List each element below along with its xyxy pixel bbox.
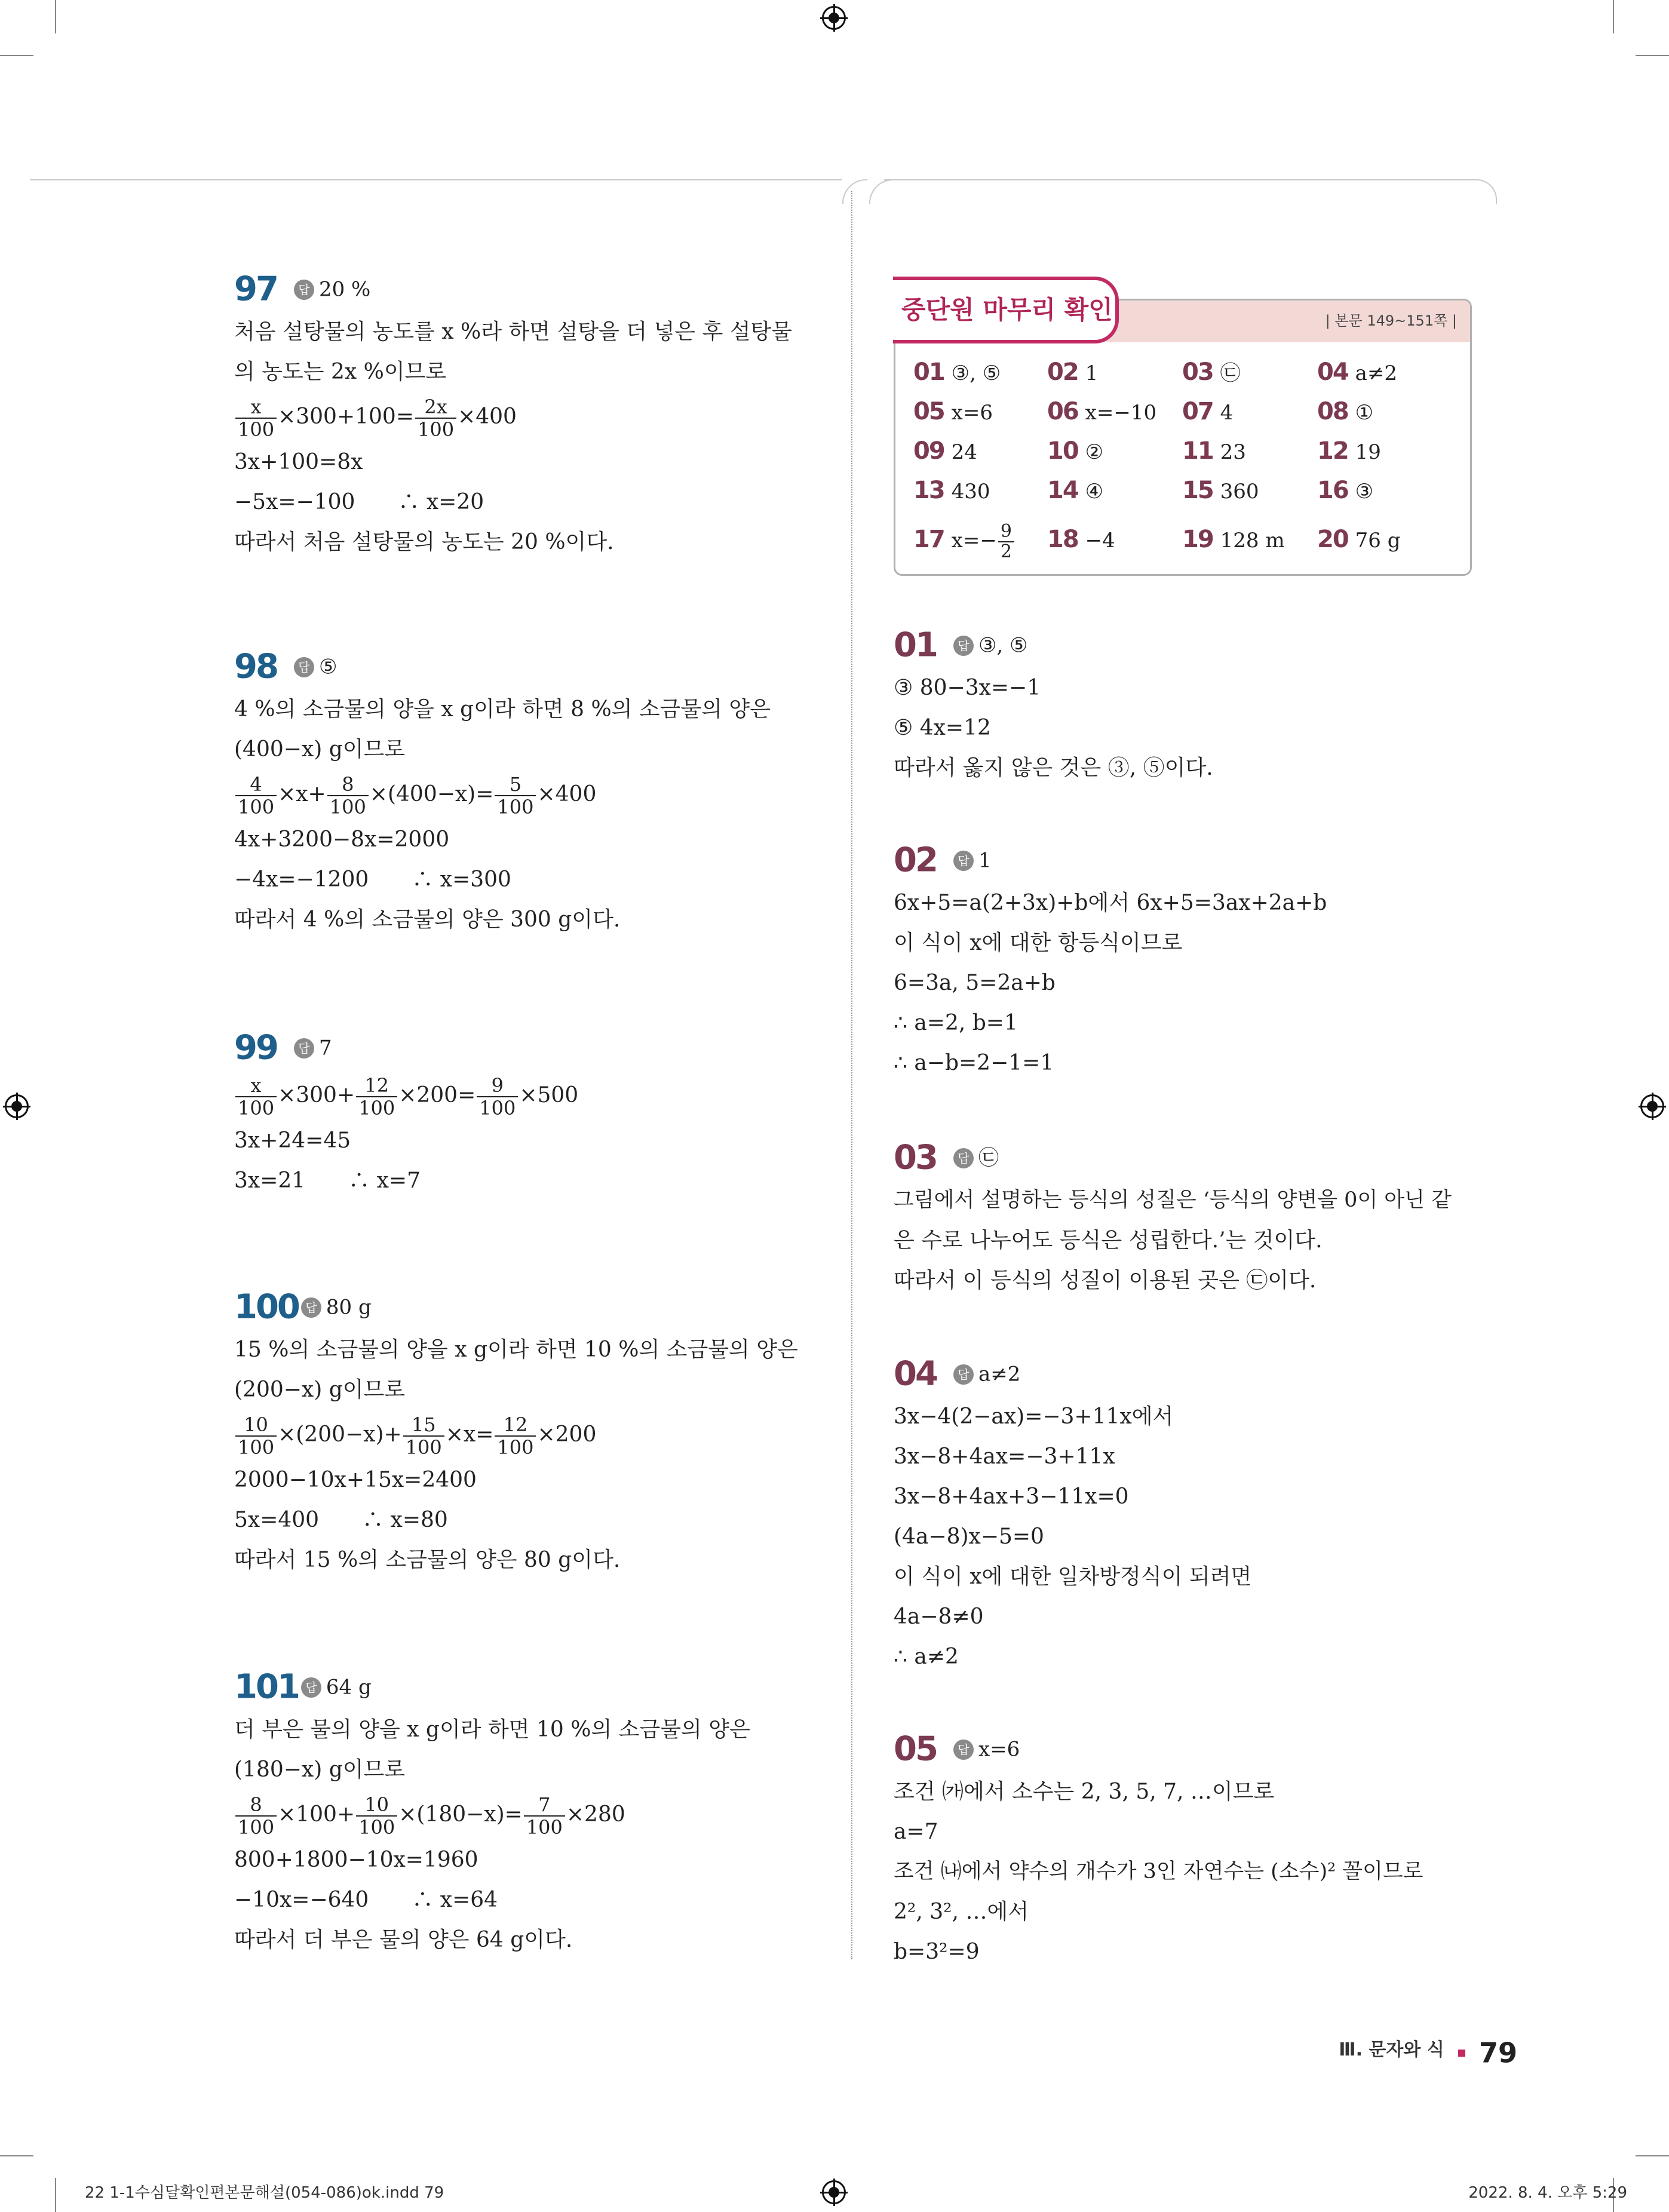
text-line: 800+1800−10x=1960	[234, 1848, 478, 1872]
text-line: 의 농도는 2x %이므로	[234, 360, 447, 384]
answer-grid-value: 23	[1220, 440, 1246, 464]
fraction: $\frac{2x}{100}$	[415, 396, 456, 440]
answer-grid-number: 14	[1047, 477, 1078, 504]
answer-grid-item	[1182, 354, 1241, 391]
fraction: $\frac{8}{100}$	[235, 1794, 277, 1838]
equation: $\frac{x}{100}$ ×300+100= $\frac{2x}{100}$ ×400	[234, 392, 792, 442]
text-line: 따라서 옳지 않은 것은 ③, ⑤이다.	[894, 756, 1213, 780]
text-line: 3x−4(2−ax)=−3+11x에서	[894, 1404, 1174, 1429]
registration-mark-icon	[5, 1094, 29, 1118]
text-line: 3x−8+4ax+3−11x=0	[894, 1484, 1129, 1509]
answer-grid-value: ④	[1085, 480, 1104, 504]
answer-badge-icon: 답	[301, 1297, 321, 1318]
problem-03	[894, 1135, 1452, 1300]
fraction: $\frac{9}{100}$	[477, 1075, 518, 1119]
answer-grid-number: 13	[913, 477, 944, 504]
box-title: 중단원 마무리 확인	[893, 277, 1119, 343]
top-rule-corner	[842, 179, 867, 204]
answer: a≠2	[978, 1362, 1021, 1386]
text-line: (400−x) g이므로	[234, 737, 406, 762]
text-line: 조건 ㈏에서 약수의 개수가 3인 자연수는 (소수)² 꼴이므로	[894, 1860, 1423, 1883]
top-rule	[884, 179, 1475, 180]
equation: $\frac{10}{100}$ ×(200−x)+ $\frac{15}{100}$ ×x= $\frac{12}{100}$ ×200	[234, 1410, 798, 1460]
text-line: (4a−8)x−5=0	[894, 1524, 1044, 1549]
text-line: 3x−8+4ax=−3+11x	[894, 1444, 1115, 1469]
answer-grid-number: 04	[1317, 358, 1348, 386]
answer: 20 %	[318, 277, 371, 302]
answer-grid-value: 76 g	[1355, 529, 1401, 553]
fraction: $\frac{10}{100}$	[356, 1794, 397, 1838]
problem-100	[234, 1284, 798, 1580]
answer-grid-number: 11	[1182, 437, 1213, 465]
crop-mark	[0, 2155, 33, 2156]
answer-grid-item	[1182, 521, 1285, 559]
answer-grid-item	[1317, 394, 1373, 431]
text-line: a=7	[894, 1820, 938, 1844]
answer-grid-item	[1047, 521, 1115, 559]
problem-number: 03	[894, 1138, 937, 1177]
answer-grid-item	[913, 433, 977, 470]
text-line: 더 부은 물의 양을 x g이라 하면 10 %의 소금물의 양은	[234, 1717, 750, 1742]
answer-badge-icon: 답	[953, 851, 974, 871]
fraction: $\frac{x}{100}$	[235, 1075, 277, 1119]
text-line: ∴ a=2, b=1	[894, 1011, 1018, 1035]
fraction: $\frac{x}{100}$	[235, 396, 277, 440]
crop-mark	[55, 0, 56, 33]
text-line: 따라서 처음 설탕물의 농도는 20 %이다.	[234, 530, 614, 554]
crop-mark	[0, 55, 33, 56]
answer: ㉢	[978, 1146, 999, 1170]
problem-98	[234, 644, 771, 940]
problem-number: 05	[894, 1729, 937, 1769]
text-line: 6x+5=a(2+3x)+b에서 6x+5=3ax+2a+b	[894, 891, 1327, 915]
registration-mark-icon	[822, 6, 846, 30]
box-page-reference: | 본문 149~151쪽 |	[1325, 312, 1457, 329]
answer-grid-value: a≠2	[1355, 361, 1398, 385]
problem-01	[894, 622, 1213, 788]
answer-grid-item	[913, 354, 1001, 391]
text-line: 4 %의 소금물의 양을 x g이라 하면 8 %의 소금물의 양은	[234, 697, 771, 722]
text-line: 따라서 15 %의 소금물의 양은 80 g이다.	[234, 1548, 621, 1572]
text-line: ∴ a−b=2−1=1	[894, 1051, 1054, 1075]
answer: 7	[318, 1036, 332, 1060]
answer-grid-number: 05	[913, 398, 944, 425]
answer-grid-number: 07	[1182, 398, 1213, 425]
answer: ③, ⑤	[978, 633, 1028, 658]
answer-grid-item	[1182, 473, 1259, 510]
text-line: 3x+24=45	[234, 1128, 351, 1153]
answer-grid-value: ①	[1355, 401, 1374, 425]
answer-badge-icon: 답	[953, 636, 974, 656]
problem-number: 04	[894, 1354, 937, 1394]
answer-grid-item	[1317, 354, 1397, 391]
answer-grid-value: ㉢	[1220, 361, 1241, 385]
text-line: 이 식이 x에 대한 일차방정식이 되려면	[894, 1564, 1252, 1589]
answer-grid-value: x=−	[951, 529, 997, 553]
equation: $\frac{8}{100}$ ×100+ $\frac{10}{100}$ ×(180−x)= $\frac{7}{100}$ ×280	[234, 1790, 750, 1840]
fraction: $\frac{10}{100}$	[235, 1414, 277, 1458]
text-line: 15 %의 소금물의 양을 x g이라 하면 10 %의 소금물의 양은	[234, 1337, 798, 1362]
text-line: ⑤ 4x=12	[894, 716, 991, 740]
column-divider	[851, 191, 852, 1959]
answer-grid-value: x=6	[951, 401, 993, 425]
answer-summary-box	[894, 295, 1472, 576]
answer-grid-number: 18	[1047, 526, 1078, 553]
answer-grid-value: ②	[1085, 440, 1104, 464]
answer-grid-item	[1317, 521, 1401, 559]
problem-05	[894, 1726, 1423, 1972]
answer-badge-icon: 답	[953, 1739, 974, 1760]
answer-grid-number: 02	[1047, 358, 1078, 386]
problem-02	[894, 837, 1327, 1083]
answer-grid-number: 06	[1047, 398, 1078, 425]
answer-grid-number: 16	[1317, 477, 1348, 504]
answer-grid-item	[1317, 433, 1381, 470]
problem-number: 101	[234, 1667, 299, 1707]
problem-number: 99	[234, 1028, 277, 1067]
answer-grid-value: x=−10	[1085, 401, 1157, 425]
registration-mark-icon	[822, 2180, 846, 2204]
crop-mark	[1636, 2155, 1669, 2156]
text-line: 2000−10x+15x=2400	[234, 1468, 477, 1492]
fraction: $\frac{5}{100}$	[495, 774, 536, 818]
answer: 64 g	[326, 1675, 372, 1699]
answer-grid-value: 24	[951, 440, 977, 464]
problem-number: 02	[894, 840, 937, 880]
answer-grid-value: 128 m	[1220, 529, 1285, 553]
top-rule-corner	[1475, 179, 1497, 204]
answer-badge-icon: 답	[953, 1148, 974, 1168]
text-line: −10x=−640 ∴ x=64	[234, 1888, 498, 1912]
answer-grid-value: ③	[1355, 480, 1374, 504]
answer-badge-icon: 답	[294, 280, 314, 300]
answer: ⑤	[318, 655, 338, 679]
problem-number: 98	[234, 647, 277, 686]
crop-mark	[1613, 0, 1614, 33]
answer-grid-item	[1047, 394, 1156, 431]
fraction: $\frac{9}{2}$	[998, 522, 1014, 562]
text-line: 3x=21 ∴ x=7	[234, 1168, 421, 1193]
text-line: 6=3a, 5=2a+b	[894, 971, 1056, 995]
text-line: (200−x) g이므로	[234, 1377, 406, 1402]
answer-grid-item	[1047, 354, 1098, 391]
answer-grid-item	[913, 521, 1015, 562]
fraction: $\frac{8}{100}$	[327, 774, 369, 818]
answer-grid-value: 360	[1220, 480, 1259, 504]
answer-grid-item	[1047, 473, 1103, 510]
registration-mark-icon	[1640, 1094, 1664, 1118]
problem-number: 01	[894, 625, 937, 665]
crop-mark	[1636, 55, 1669, 56]
text-line: 4x+3200−8x=2000	[234, 827, 450, 852]
answer-grid-value: −4	[1085, 529, 1115, 553]
answer-grid-value: 4	[1220, 401, 1234, 425]
problem-101	[234, 1664, 750, 1960]
text-line: −4x=−1200 ∴ x=300	[234, 867, 511, 892]
fraction: $\frac{7}{100}$	[524, 1794, 565, 1838]
fraction: $\frac{12}{100}$	[495, 1414, 536, 1458]
text-line: 따라서 이 등식의 성질이 이용된 곳은 ㉢이다.	[894, 1268, 1317, 1293]
fraction: $\frac{15}{100}$	[403, 1414, 444, 1458]
crop-mark	[55, 2178, 56, 2212]
answer-grid-number: 12	[1317, 437, 1348, 465]
problem-04	[894, 1351, 1251, 1677]
answer-grid-number: 03	[1182, 358, 1213, 386]
text-line: 처음 설탕물의 농도를 x %라 하면 설탕을 더 넣은 후 설탕물	[234, 320, 793, 344]
top-rule-corner	[869, 179, 894, 204]
text-line: ③ 80−3x=−1	[894, 676, 1041, 700]
answer-grid-number: 10	[1047, 437, 1078, 465]
problem-number: 100	[234, 1287, 299, 1327]
text-line: 3x+100=8x	[234, 450, 363, 474]
answer-badge-icon: 답	[294, 1038, 314, 1059]
file-slug: 22 1-1수심달확인편본문해설(054-086)ok.indd 79	[85, 2184, 444, 2202]
text-line: b=3²=9	[894, 1940, 980, 1964]
text-line: 이 식이 x에 대한 항등식이므로	[894, 931, 1183, 955]
bullet-icon	[1458, 2050, 1465, 2057]
answer-grid-item	[913, 473, 990, 510]
problem-99	[234, 1025, 578, 1201]
text-line: ∴ a≠2	[894, 1645, 959, 1669]
text-line: −5x=−100 ∴ x=20	[234, 490, 484, 514]
problem-97	[234, 266, 792, 562]
answer-grid-number: 19	[1182, 526, 1213, 553]
answer-badge-icon: 답	[301, 1677, 321, 1698]
answer-grid-item	[1047, 433, 1103, 470]
answer-grid-value: 430	[951, 480, 990, 504]
answer-grid-number: 09	[913, 437, 944, 465]
fraction: $\frac{12}{100}$	[356, 1075, 397, 1119]
chapter-label: Ⅲ. 문자와 식	[1339, 2039, 1444, 2060]
answer-grid-number: 01	[913, 358, 944, 386]
answer: x=6	[978, 1737, 1020, 1762]
answer-grid-number: 20	[1317, 526, 1348, 553]
text-line: 2², 3², …에서	[894, 1900, 1029, 1924]
answer-grid-value: 1	[1085, 361, 1099, 385]
answer-grid-number: 08	[1317, 398, 1348, 425]
answer-grid-value: ③, ⑤	[951, 361, 1001, 385]
date-slug: 2022. 8. 4. 오후 5:29	[1468, 2184, 1627, 2202]
answer: 80 g	[326, 1295, 372, 1320]
text-line: 조건 ㈎에서 소수는 2, 3, 5, 7, …이므로	[894, 1780, 1275, 1804]
answer-grid-number: 15	[1182, 477, 1213, 504]
answer-badge-icon: 답	[953, 1364, 974, 1385]
equation: $\frac{4}{100}$ ×x+ $\frac{8}{100}$ ×(400−x)= $\frac{5}{100}$ ×400	[234, 769, 771, 820]
text-line: 은 수로 나누어도 등식은 성립한다.’는 것이다.	[894, 1228, 1323, 1253]
text-line: 5x=400 ∴ x=80	[234, 1508, 448, 1532]
answer-grid-item	[1182, 394, 1233, 431]
text-line: 따라서 더 부은 물의 양은 64 g이다.	[234, 1928, 573, 1952]
answer-grid-item	[1182, 433, 1246, 470]
equation: $\frac{x}{100}$ ×300+ $\frac{12}{100}$ ×200= $\frac{9}{100}$ ×500	[234, 1070, 578, 1121]
answer-grid-value: 19	[1355, 440, 1381, 464]
text-line: 그림에서 설명하는 등식의 성질은 ‘등식의 양변을 0이 아닌 같	[894, 1188, 1452, 1212]
fraction: $\frac{4}{100}$	[235, 774, 277, 818]
problem-number: 97	[234, 269, 277, 309]
answer-grid-number: 17	[913, 526, 944, 553]
answer-grid-item	[913, 394, 993, 431]
top-rule	[30, 179, 842, 180]
text-line: (180−x) g이므로	[234, 1757, 406, 1782]
answer: 1	[978, 848, 992, 873]
text-line: 따라서 4 %의 소금물의 양은 300 g이다.	[234, 907, 621, 932]
page-footer	[1339, 2033, 1517, 2067]
answer-grid-item	[1317, 473, 1373, 510]
answer-badge-icon: 답	[294, 657, 314, 677]
text-line: 4a−8≠0	[894, 1604, 984, 1629]
page-number: 79	[1478, 2036, 1517, 2069]
